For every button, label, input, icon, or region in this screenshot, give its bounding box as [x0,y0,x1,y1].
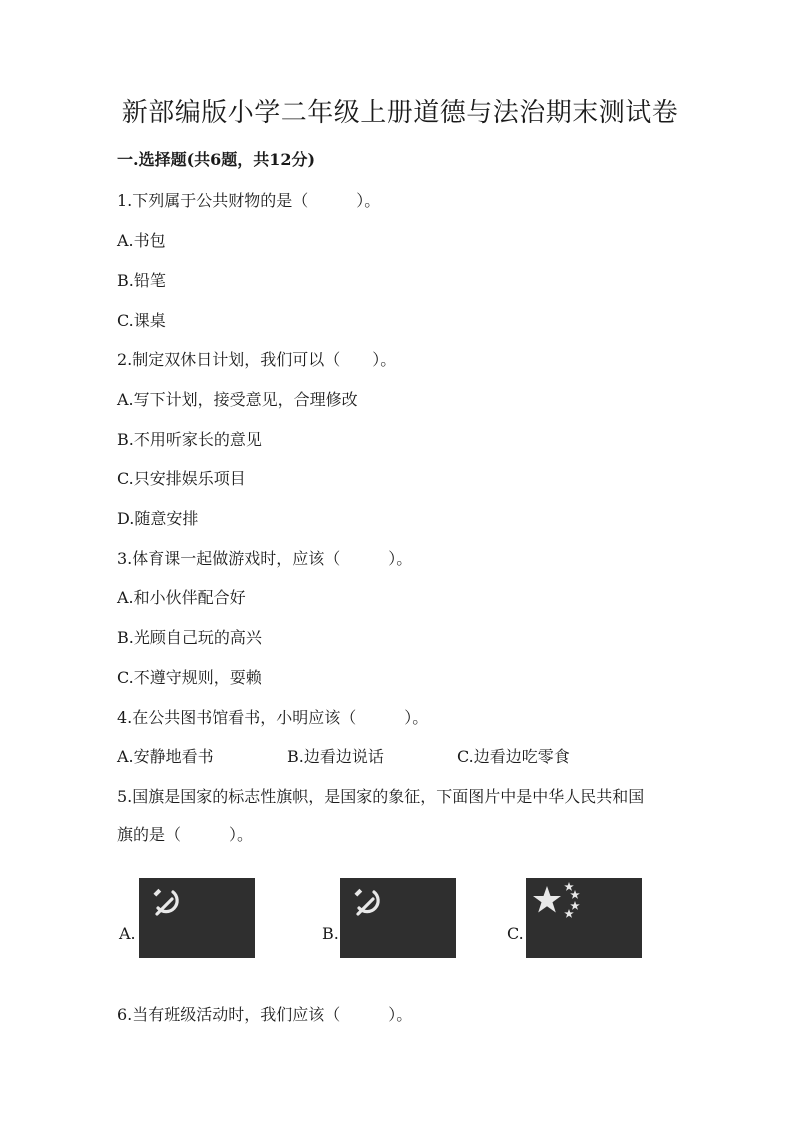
question-2-option-b: B.不用听家长的意见 [117,430,262,449]
question-1-option-b: B.铅笔 [117,271,166,290]
question-3-stem: 3.体育课一起做游戏时，应该（ ）。 [117,549,413,568]
question-5-option-c-label: C. [507,924,524,943]
question-2-option-a: A.写下计划，接受意见，合理修改 [117,390,358,409]
question-3-option-a: A.和小伙伴配合好 [117,588,246,607]
question-4-option-a: A.安静地看书 [117,747,214,766]
question-4-option-b: B.边看边说话 [287,747,384,766]
question-5-option-b-label: B. [322,924,339,943]
question-1-stem: 1.下列属于公共财物的是（ ）。 [117,191,381,210]
question-3-option-c: C.不遵守规则，耍赖 [117,668,262,687]
question-5-stem-line-1: 5.国旗是国家的标志性旗帜，是国家的象征，下面图片中是中华人民共和国 [117,787,645,806]
question-6-stem: 6.当有班级活动时，我们应该（ ）。 [117,1005,413,1024]
section-heading: 一.选择题(共6题，共12分) [117,150,316,169]
hammer-sickle-flag-icon [139,878,255,958]
question-3-option-b: B.光顾自己玩的高兴 [117,628,262,647]
question-5-stem-line-2: 旗的是（ ）。 [117,825,254,844]
question-2-stem: 2.制定双休日计划，我们可以（ ）。 [117,350,397,369]
question-1-option-a: A.书包 [117,231,166,250]
page-title: 新部编版小学二年级上册道德与法治期末测试卷 [121,98,679,128]
question-4-option-c: C.边看边吃零食 [457,747,570,766]
question-2-option-c: C.只安排娱乐项目 [117,469,246,488]
five-star-flag-icon [526,878,642,958]
question-4-stem: 4.在公共图书馆看书，小明应该（ ）。 [117,708,429,727]
question-5-option-a-label: A. [119,924,136,943]
question-2-option-d: D.随意安排 [117,509,199,528]
question-1-option-c: C.课桌 [117,311,166,330]
hammer-sickle-flag-icon [340,878,456,958]
